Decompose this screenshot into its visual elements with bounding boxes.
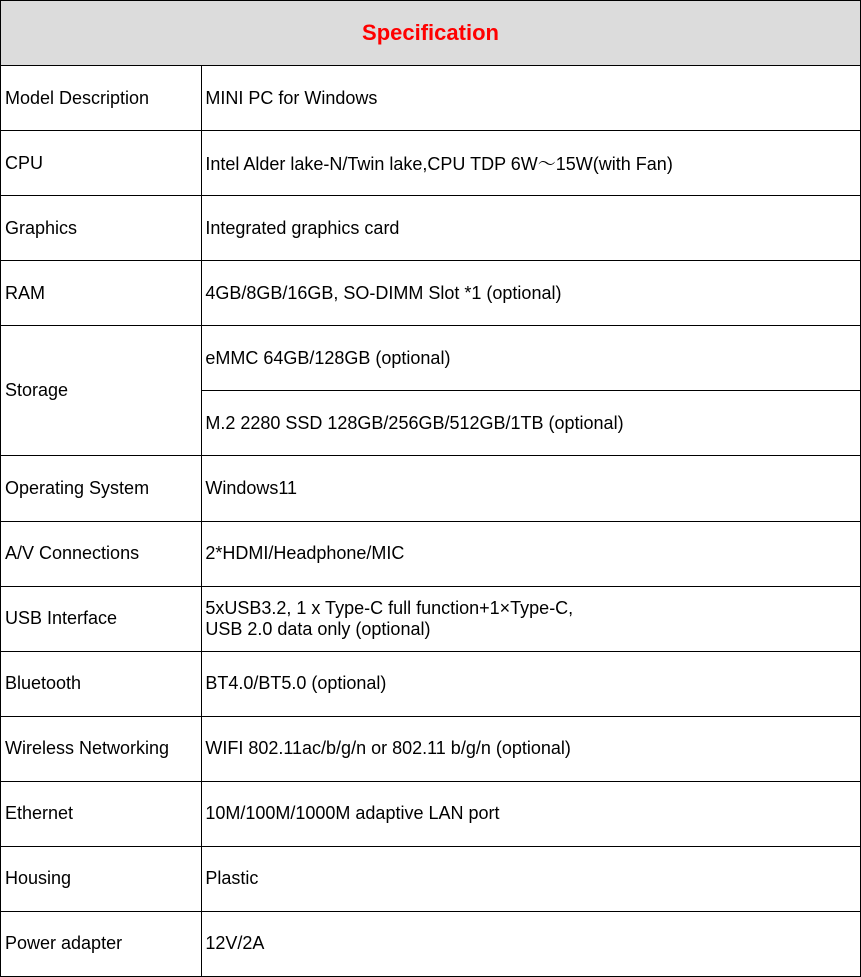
row-value: 12V/2A [202,911,861,976]
row-label: Ethernet [1,781,202,846]
table-header-row [1,1,861,66]
row-label: Operating System [1,456,202,521]
table-title: Specification [1,1,861,66]
row-value: Windows11 [202,456,861,521]
table-row-cpu [1,131,861,196]
row-label: A/V Connections [1,521,202,586]
row-value: BT4.0/BT5.0 (optional) [202,651,861,716]
row-value [202,586,861,651]
row-value: 4GB/8GB/16GB, SO-DIMM Slot *1 (optional) [202,261,861,326]
row-value: WIFI 802.11ac/b/g/n or 802.11 b/g/n (optional) [202,716,861,781]
row-value: MINI PC for Windows [202,66,861,131]
table-row-storage [1,326,861,391]
row-label: Wireless Networking [1,716,202,781]
row-value: Integrated graphics card [202,196,861,261]
row-label: CPU [1,131,202,196]
table-row-graphics [1,196,861,261]
table-row-wireless-networking [1,716,861,781]
row-value-line: USB 2.0 data only (optional) [205,618,431,639]
row-value: 2*HDMI/Headphone/MIC [202,521,861,586]
row-value-storage-ssd: M.2 2280 SSD 128GB/256GB/512GB/1TB (optional) [202,391,861,456]
table-row-av-connections [1,521,861,586]
table-row-operating-system [1,456,861,521]
row-label: Power adapter [1,911,202,976]
table-row-model-description [1,66,861,131]
row-value: Intel Alder lake-N/Twin lake,CPU TDP 6W～15W(with Fan) [202,131,861,196]
row-value-line: 5xUSB3.2, 1 x Type-C full function+1×Type-C, [205,597,574,618]
row-label: USB Interface [1,586,202,651]
row-label: Graphics [1,196,202,261]
row-label: Storage [1,326,202,456]
row-label: Model Description [1,66,202,131]
table-row-bluetooth [1,651,861,716]
table-row-housing [1,846,861,911]
table-row-ethernet [1,781,861,846]
row-label: RAM [1,261,202,326]
row-value-storage-emmc: eMMC 64GB/128GB (optional) [202,326,861,391]
row-value: Plastic [202,846,861,911]
row-label: Bluetooth [1,651,202,716]
row-label: Housing [1,846,202,911]
table-row-power-adapter [1,911,861,976]
table-row-ram [1,261,861,326]
row-value: 10M/100M/1000M adaptive LAN port [202,781,861,846]
table-row-usb-interface [1,586,861,651]
